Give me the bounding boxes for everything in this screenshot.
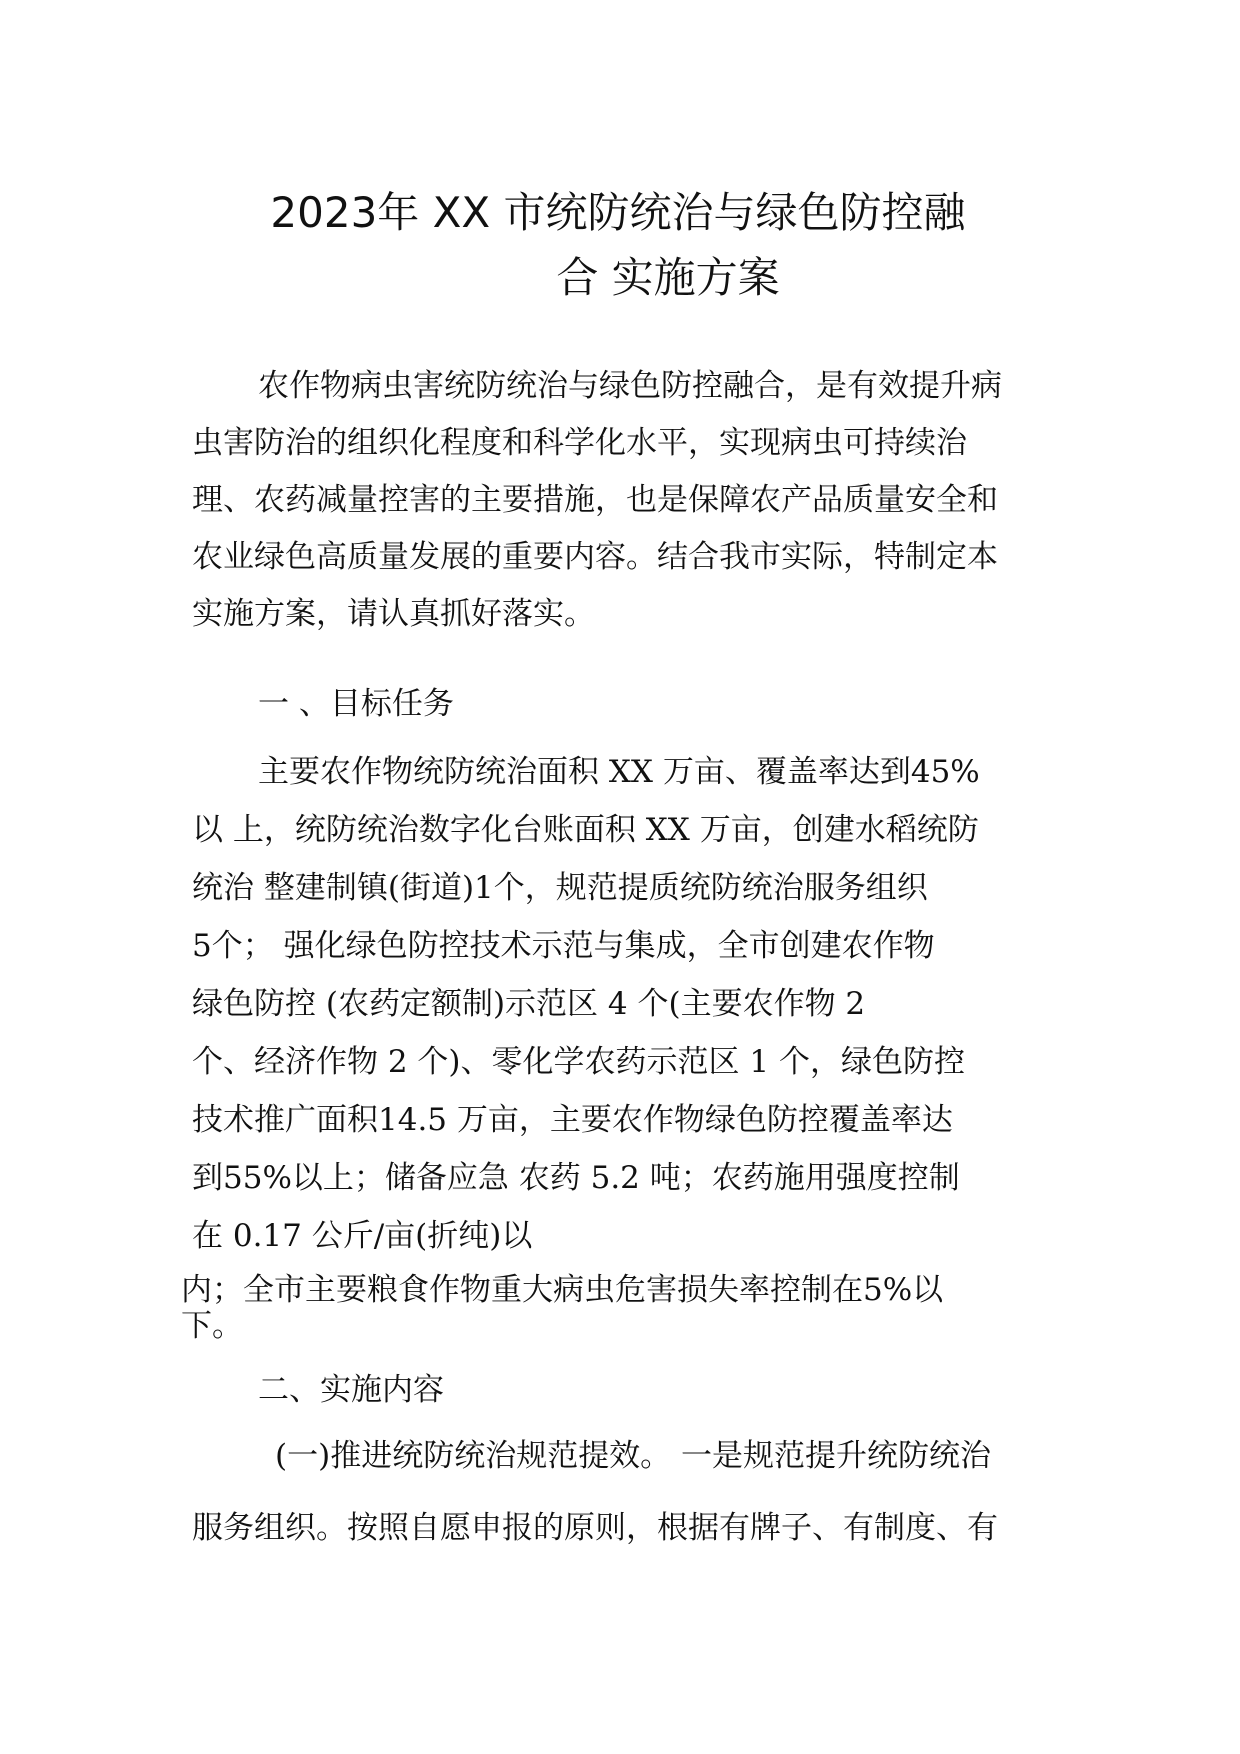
section-heading: 一 、目标任务 xyxy=(258,686,454,722)
body-line: 以 上，统防统治数字化台账面积 XX 万亩，创建水稻统防 xyxy=(192,812,979,848)
body-line: (一)推进统防统治规范提效。 一是规范提升统防统治 xyxy=(275,1438,992,1474)
section-heading: 二、实施内容 xyxy=(258,1372,444,1408)
body-line: 服务组织。按照自愿申报的原则，根据有牌子、有制度、有 xyxy=(192,1510,998,1546)
body-line: 主要农作物统防统治面积 XX 万亩、覆盖率达到45% xyxy=(258,754,980,790)
body-line: 下。 xyxy=(181,1308,243,1344)
body-line: 内；全市主要粮食作物重大病虫危害损失率控制在5%以 xyxy=(181,1272,944,1308)
body-line: 虫害防治的组织化程度和科学化水平，实现病虫可持续治 xyxy=(192,425,967,461)
body-line: 统治 整建制镇(街道)1个，规范提质统防统治服务组织 xyxy=(192,870,928,906)
body-line: 到55%以上；储备应急 农药 5.2 吨；农药施用强度控制 xyxy=(192,1160,960,1196)
body-line: 实施方案，请认真抓好落实。 xyxy=(192,596,595,632)
document-title-line-1: 2023年 XX 市统防统治与绿色防控融 xyxy=(270,188,966,237)
body-line: 农业绿色高质量发展的重要内容。结合我市实际，特制定本 xyxy=(192,539,998,575)
body-line: 技术推广面积14.5 万亩，主要农作物绿色防控覆盖率达 xyxy=(192,1102,953,1138)
body-line: 理、农药减量控害的主要措施，也是保障农产品质量安全和 xyxy=(192,482,998,518)
body-line: 个、经济作物 2 个)、零化学农药示范区 1 个，绿色防控 xyxy=(192,1044,965,1080)
body-line: 5个； 强化绿色防控技术示范与集成，全市创建农作物 xyxy=(192,928,935,964)
body-line: 农作物病虫害统防统治与绿色防控融合，是有效提升病 xyxy=(258,368,1002,404)
body-line: 在 0.17 公斤/亩(折纯)以 xyxy=(192,1218,533,1254)
document-title-line-2: 合 实施方案 xyxy=(556,253,780,302)
body-line: 绿色防控 (农药定额制)示范区 4 个(主要农作物 2 xyxy=(192,986,866,1022)
